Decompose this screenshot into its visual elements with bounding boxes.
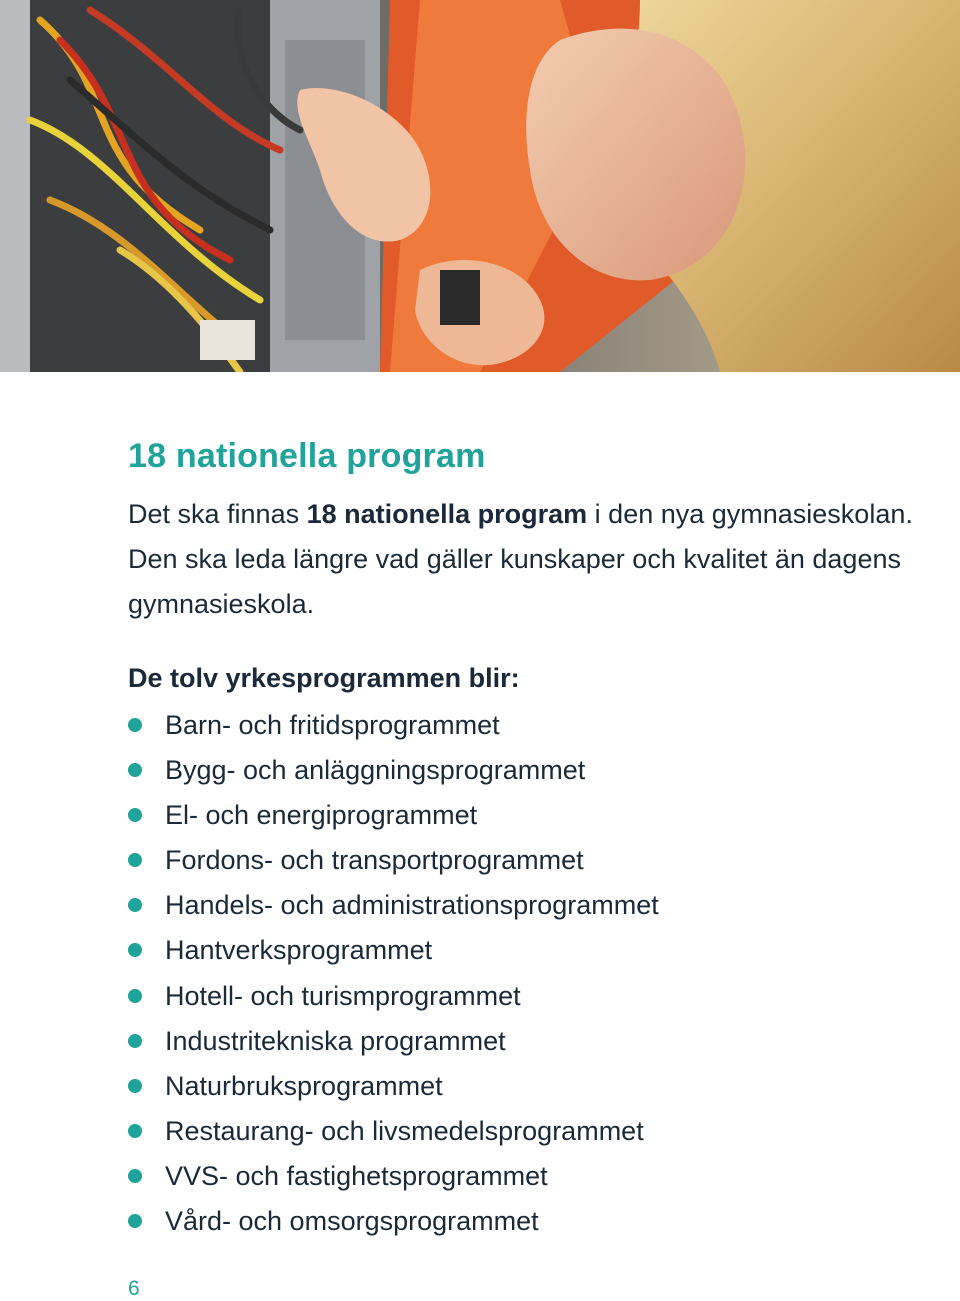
bullet-icon [128, 1124, 142, 1138]
programs-subheading: De tolv yrkesprogrammen blir: [128, 663, 520, 693]
bullet-icon [128, 718, 142, 732]
program-name: Industritekniska programmet [165, 1025, 506, 1056]
list-item [128, 1154, 659, 1199]
program-name: Fordons- och transportprogrammet [165, 845, 584, 876]
program-name: Bygg- och anläggningsprogrammet [165, 755, 586, 786]
intro-paragraph [128, 492, 918, 627]
bullet-icon [128, 1034, 142, 1048]
program-name: Restaurang- och livsmedelsprogrammet [165, 1115, 644, 1146]
bullet-icon [128, 808, 142, 822]
photo-illustration [0, 0, 960, 372]
bullet-icon [128, 989, 142, 1003]
list-item [128, 883, 659, 928]
program-name: Vård- och omsorgsprogrammet [165, 1206, 539, 1237]
list-item [128, 1109, 659, 1154]
bullet-icon [128, 1214, 142, 1228]
program-name: Handels- och administrationsprogrammet [165, 890, 659, 921]
bullet-icon [128, 763, 142, 777]
list-item [128, 703, 659, 748]
list-item [128, 793, 659, 838]
list-item [128, 1064, 659, 1109]
header-photo [0, 0, 960, 372]
list-item [128, 838, 659, 883]
program-name: Hotell- och turismprogrammet [165, 980, 521, 1011]
bullet-icon [128, 1079, 142, 1093]
list-item [128, 928, 659, 973]
bullet-icon [128, 943, 142, 957]
page-heading: 18 nationella program [128, 437, 486, 475]
list-item [128, 1199, 659, 1244]
program-name: Hantverksprogrammet [165, 935, 433, 966]
bullet-icon [128, 1169, 142, 1183]
list-item [128, 974, 659, 1019]
page-number: 6 [128, 1277, 140, 1300]
list-item [128, 1019, 659, 1064]
intro-text-end: i den nya gymnasieskolan. Den ska leda längre vad gäller kunskaper och kvalitet än dagens gymnasieskola. [128, 499, 913, 619]
program-name: VVS- och fastighetsprogrammet [165, 1160, 548, 1191]
program-list [128, 703, 659, 1244]
list-item [128, 748, 659, 793]
intro-text-start: Det ska finnas [128, 499, 307, 529]
program-name: Naturbruksprogrammet [165, 1070, 443, 1101]
program-name: El- och energiprogrammet [165, 800, 478, 831]
bullet-icon [128, 898, 142, 912]
bullet-icon [128, 853, 142, 867]
intro-text-bold: 18 nationella program [306, 499, 588, 529]
program-name: Barn- och fritidsprogrammet [165, 710, 500, 740]
